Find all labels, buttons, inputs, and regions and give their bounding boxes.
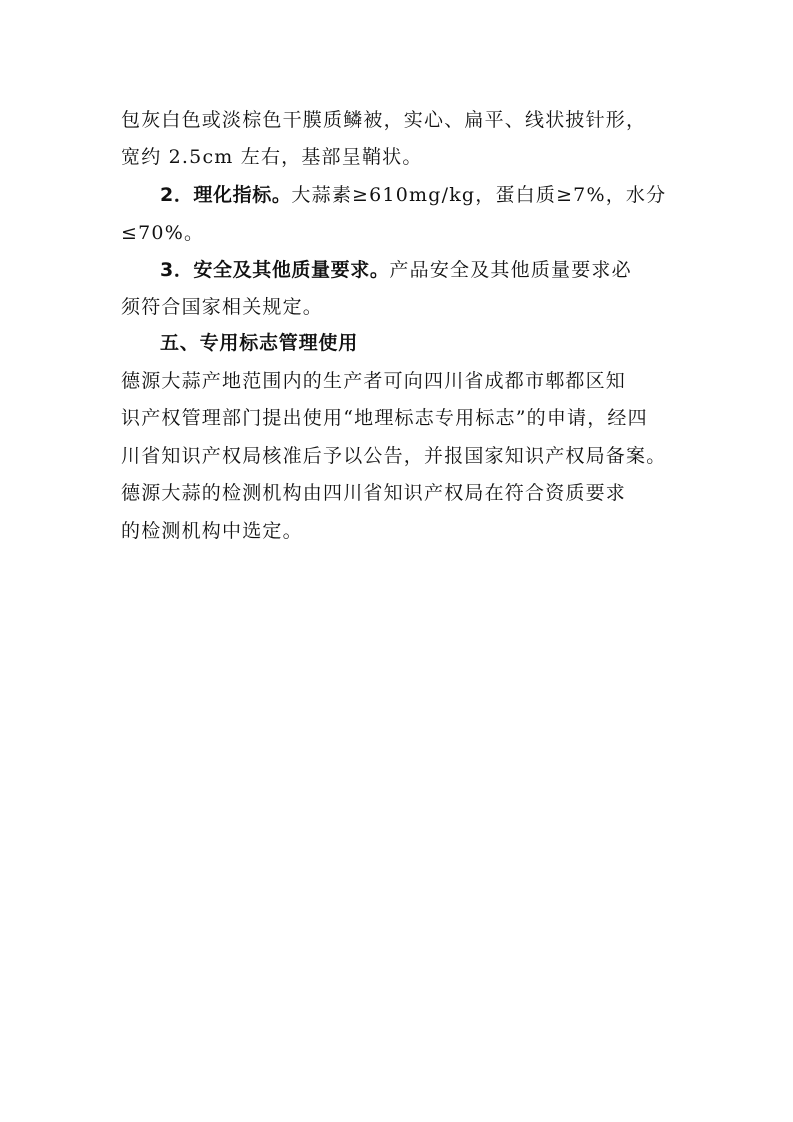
item-label: 2．理化指标。 [160, 184, 292, 206]
paragraph-line: 德源大蒜产地范围内的生产者可向四川省成都市郫都区知 [121, 370, 627, 392]
paragraph-line: ≤70%。 [121, 222, 205, 244]
paragraph-line: 川省知识产权局核准后予以公告，并报国家知识产权局备案。 [121, 445, 667, 467]
paragraph-line: 德源大蒜的检测机构由四川省知识产权局在符合资质要求 [121, 482, 627, 504]
item-label: 3．安全及其他质量要求。 [160, 259, 390, 281]
item-text: 产品安全及其他质量要求必 [389, 259, 632, 281]
paragraph-line [160, 258, 681, 282]
paragraph-line: 的检测机构中选定。 [121, 520, 303, 542]
paragraph-line [160, 183, 681, 207]
paragraph-line: 包灰白色或淡棕色干膜质鳞被，实心、扁平、线状披针形， [121, 109, 647, 131]
paragraph-line: 宽约 2.5cm 左右，基部呈鞘状。 [121, 146, 423, 168]
paragraph-line: 须符合国家相关规定。 [121, 296, 324, 318]
item-text: 大蒜素≥610mg/kg，蛋白质≥7%，水分 [291, 184, 667, 206]
section-heading: 五、专用标志管理使用 [160, 332, 359, 354]
paragraph-line: 识产权管理部门提出使用“地理标志专用标志”的申请，经四 [121, 407, 648, 429]
